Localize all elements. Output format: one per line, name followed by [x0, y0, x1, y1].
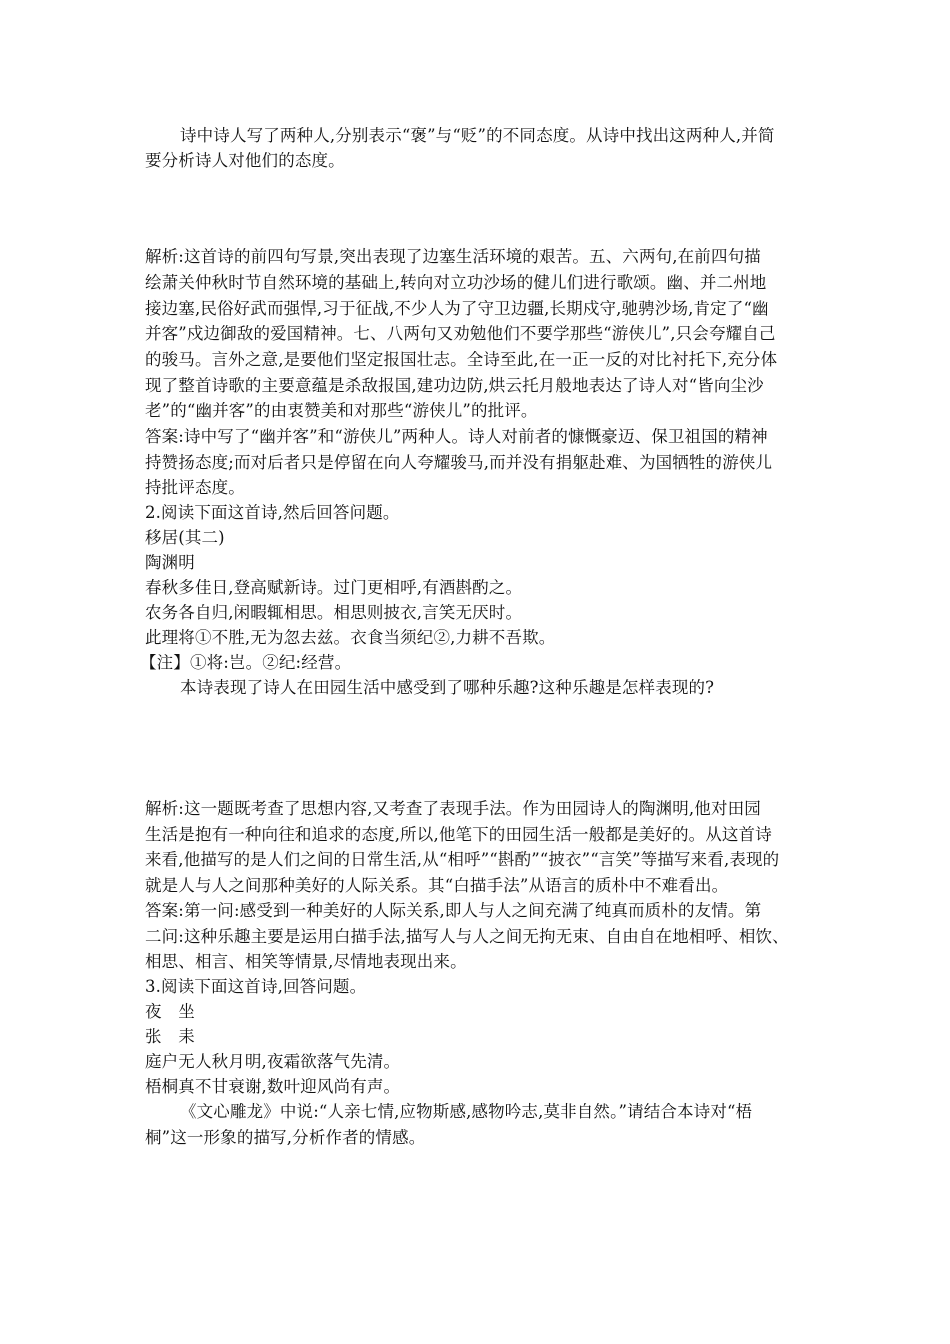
- poem-3-verse-2: 梧桐真不甘衰谢,数叶迎风尚有声。: [145, 1077, 401, 1096]
- poem-3-verse-1: 庭户无人秋月明,夜霜欲落气先清。: [145, 1052, 401, 1071]
- question-1-prompt-line-2: 要分析诗人对他们的态度。: [145, 151, 345, 170]
- poem-2-verse-1: 春秋多佳日,登高赋新诗。过门更相呼,有酒斟酌之。: [145, 578, 523, 597]
- analysis-2-line-4: 就是人与人之间那种美好的人际关系。其“白描手法”从语言的质朴中不难看出。: [145, 876, 729, 895]
- poem-2-verse-3: 此理将①不胜,无为忽去兹。衣食当须纪②,力耕不吾欺。: [145, 628, 556, 647]
- question-3-prompt-line-2: 桐”这一形象的描写,分析作者的情感。: [145, 1128, 426, 1147]
- poem-2-title: 移居(其二): [145, 528, 225, 547]
- analysis-1-line-6: 现了整首诗歌的主要意蕴是杀敌报国,建功边防,烘云托月般地表达了诗人对“皆向尘沙: [145, 376, 764, 395]
- analysis-2-line-1: 解析:这一题既考查了思想内容,又考查了表现手法。作为田园诗人的陶渊明,他对田园: [145, 799, 761, 818]
- analysis-1-line-4: 并客”戍边御敌的爱国精神。七、八两句又劝勉他们不要学那些“游侠儿”,只会夸耀自己: [145, 324, 776, 343]
- question-2-prompt: 本诗表现了诗人在田园生活中感受到了哪种乐趣?这种乐趣是怎样表现的?: [180, 678, 715, 697]
- answer-1-line-3: 持批评态度。: [145, 478, 245, 497]
- answer-2-line-1: 答案:第一问:感受到一种美好的人际关系,即人与人之间充满了纯真而质朴的友情。第: [145, 901, 762, 920]
- poem-3-title: 夜 坐: [145, 1002, 195, 1021]
- answer-1-line-2: 持赞扬态度;而对后者只是停留在向人夸耀骏马,而并没有捐躯赴难、为国牺牲的游侠儿: [145, 453, 773, 472]
- question-2-heading: 2.阅读下面这首诗,然后回答问题。: [145, 503, 400, 522]
- answer-2-line-2: 二问:这种乐趣主要是运用白描手法,描写人与人之间无拘无束、自由自在地相呼、相饮、: [145, 927, 789, 946]
- poem-2-author: 陶渊明: [145, 553, 195, 572]
- question-1-prompt-line-1: 诗中诗人写了两种人,分别表示“褒”与“贬”的不同态度。从诗中找出这两种人,并简: [180, 126, 775, 145]
- poem-2-verse-2: 农务各自归,闲暇辄相思。相思则披衣,言笑无厌时。: [145, 603, 523, 622]
- question-3-prompt-line-1: 《文心雕龙》中说:“人亲七情,应物斯感,感物吟志,莫非自然。”请结合本诗对“梧: [180, 1102, 753, 1121]
- poem-3-author: 张 耒: [145, 1027, 195, 1046]
- analysis-1-line-1: 解析:这首诗的前四句写景,突出表现了边塞生活环境的艰苦。五、六两句,在前四句描: [145, 247, 761, 266]
- analysis-1-line-5: 的骏马。言外之意,是要他们坚定报国壮志。全诗至此,在一正一反的对比衬托下,充分体: [145, 350, 778, 369]
- analysis-1-line-2: 绘萧关仲秋时节自然环境的基础上,转向对立功沙场的健儿们进行歌颂。幽、并二州地: [145, 273, 767, 292]
- analysis-1-line-7: 老”的“幽并客”的由衷赞美和对那些“游侠儿”的批评。: [145, 401, 538, 420]
- analysis-2-line-3: 来看,他描写的是人们之间的日常生活,从“相呼”“斟酌”“披衣”“言笑”等描写来看,表现的: [145, 850, 780, 869]
- question-3-heading: 3.阅读下面这首诗,回答问题。: [145, 977, 367, 996]
- answer-1-line-1: 答案:诗中写了“幽并客”和“游侠儿”两种人。诗人对前者的慷慨豪迈、保卫祖国的精神: [145, 427, 768, 446]
- analysis-1-line-3: 接边塞,民俗好武而强悍,习于征战,不少人为了守卫边疆,长期戍守,驰骋沙场,肯定了“幽: [145, 299, 769, 318]
- answer-2-line-3: 相思、相言、相笑等情景,尽情地表现出来。: [145, 952, 467, 971]
- analysis-2-line-2: 生活是抱有一种向往和追求的态度,所以,他笔下的田园生活一般都是美好的。从这首诗: [145, 825, 772, 844]
- poem-2-note: 【注】①将:岂。②纪:经营。: [140, 653, 352, 672]
